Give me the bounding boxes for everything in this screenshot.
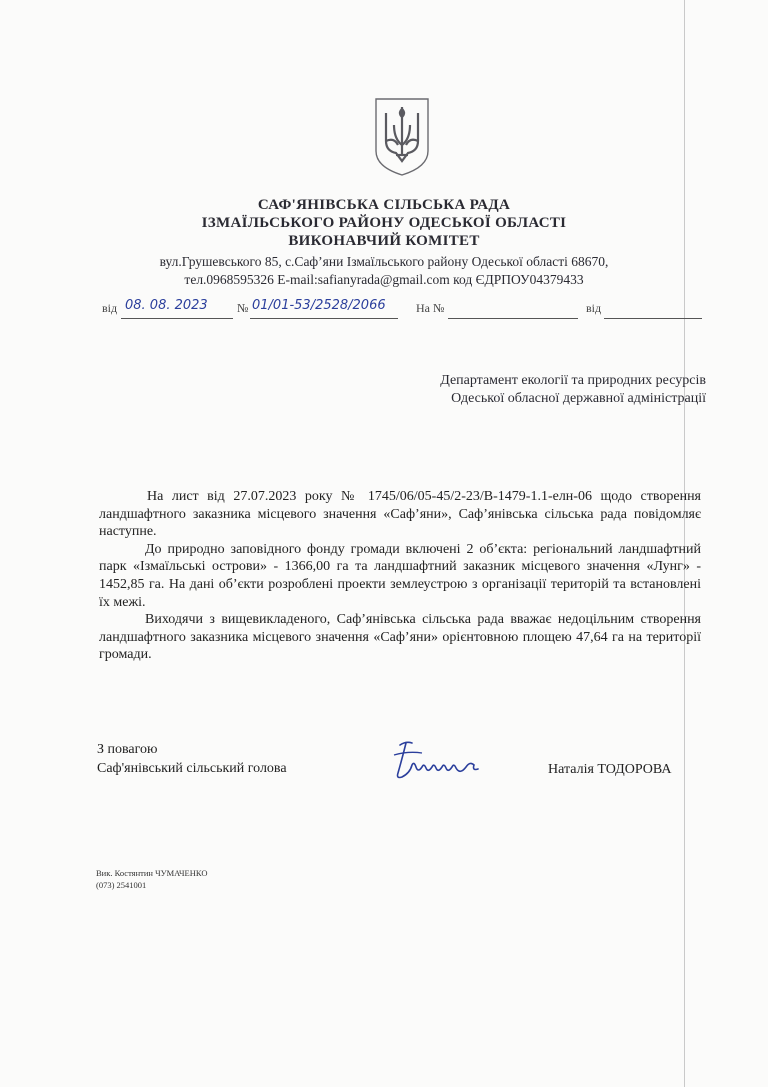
- paragraph-2: До природно заповідного фонду громади включені 2 об’єкта: регіональний ландшафтний парк «Ізмаїльські острови» - 1366,00 га та ландшафтний заказник місцевого значення «Лунг» - 1452,85 га. На дані об’єкти розроблені проекти землеустрою з організації територій та встановлені їх межі.: [99, 541, 701, 610]
- ref-number-label: На №: [416, 301, 445, 315]
- recipient-line-1: Департамент екології та природних ресурсів: [440, 373, 706, 388]
- date-label: від: [102, 301, 118, 315]
- recipient-line-2: Одеської обласної державної адміністрації: [451, 391, 706, 406]
- handwritten-signature-icon: [388, 737, 486, 783]
- ref-date-label: від: [586, 301, 602, 315]
- regards: З повагою: [97, 742, 158, 757]
- letter-body: [99, 488, 701, 664]
- executor-phone: (073) 2541001: [96, 880, 147, 890]
- outgoing-number: 01/01-53/2528/2066: [252, 298, 386, 313]
- org-name: САФ'ЯНІВСЬКА СІЛЬСЬКА РАДА: [257, 197, 511, 213]
- outgoing-date: 08. 08. 2023: [125, 298, 208, 313]
- org-contacts: тел.0968595326 E-mail:safianyrada@gmail.com код ЄДРПОУ04379433: [184, 272, 584, 287]
- date-underline: [121, 318, 233, 319]
- signer-name: Наталія ТОДОРОВА: [548, 762, 672, 777]
- paragraph-3: Виходячи з вищевикладеного, Саф’янівська сільська рада вважає недоцільним створення ландшафтного заказника місцевого значення «Саф’яни» орієнтовною площею 47,64 га на території громади.: [99, 612, 701, 663]
- number-underline: [250, 318, 398, 319]
- ref-number-underline: [448, 318, 578, 319]
- signer-position: Саф'янівський сільський голова: [97, 761, 287, 776]
- trident-coat-of-arms-icon: [372, 95, 432, 177]
- paragraph-1: На лист від 27.07.2023 року № 1745/06/05-45/2-23/В-1479-1.1-елн-06 щодо створення ландшафтного заказника місцевого значення «Саф’яни», Саф’янівська сільська рада повідомляє наступне.: [99, 489, 701, 540]
- org-committee: ВИКОНАВЧИЙ КОМІТЕТ: [288, 233, 480, 249]
- org-district: ІЗМАЇЛЬСЬКОГО РАЙОНУ ОДЕСЬКОЇ ОБЛАСТІ: [201, 215, 567, 231]
- number-label: №: [237, 301, 249, 315]
- ref-date-underline: [604, 318, 702, 319]
- org-address: вул.Грушевського 85, с.Саф’яни Ізмаїльського району Одеської області 68670,: [159, 254, 609, 269]
- executor-name: Вик. Костянтин ЧУМАЧЕНКО: [96, 868, 208, 878]
